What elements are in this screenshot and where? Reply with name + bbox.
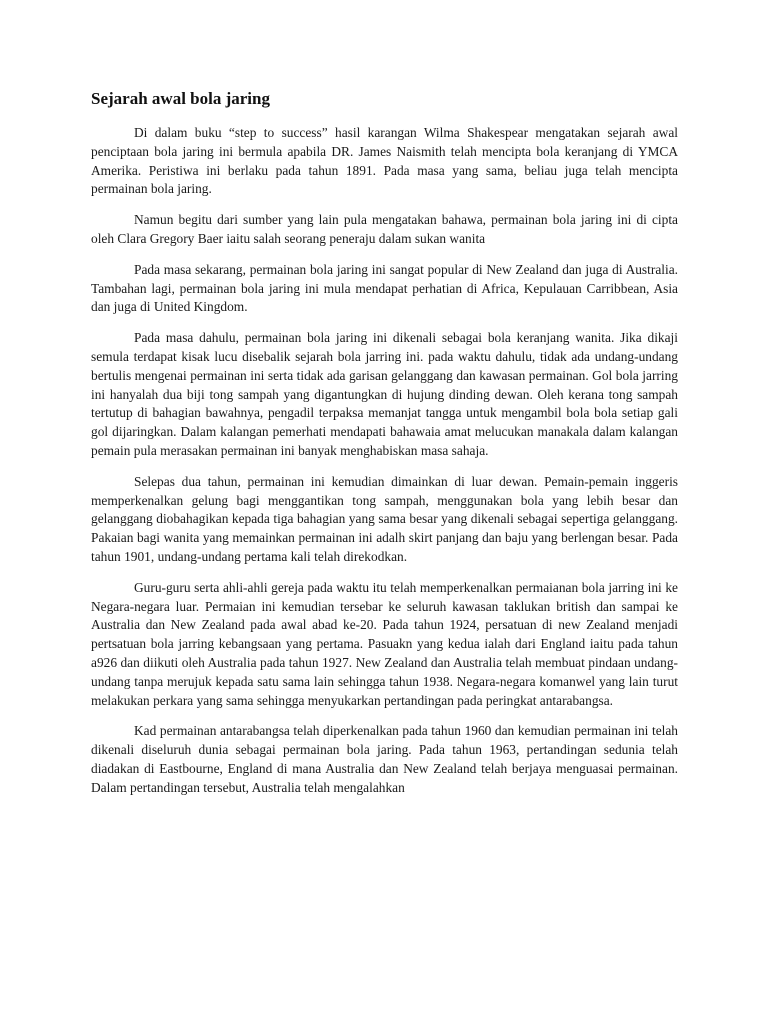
paragraph-clara-gregory-baer: Namun begitu dari sumber yang lain pula mengatakan bahawa, permainan bola jaring ini di cipta oleh Clara Gregory Baer iaitu salah seorang peneraju dalam sukan wanita: [91, 212, 678, 246]
paragraph-international-spread: Guru-guru serta ahli-ahli gereja pada waktu itu telah memperkenalkan permaianan bola jarring ini ke Negara-negara luar. Permaian ini kemudian tersebar ke seluruh kawasan taklukan british dan sampai ke Australia dan New Zealand pada awal abad ke-20. Pada tahun 1924, persatuan di new Zealand menjadi pertsatuan bola jarring kebangsaan yang pertama. Pasuakn yang kedua ialah dari England iaitu pada tahun a926 dan diikuti oleh Australia pada tahun 1927. New Zealand dan Australia telah membuat pindaan undang-undang tanpa merujuk kepada satu sama lain sehingga tahun 1938. Negara-negara komanwel yang lain turut melakukan perkara yang sama sehingga menyukarkan pertandingan pada peringkat antarabangsa.: [91, 579, 678, 708]
document-title: Sejarah awal bola jaring: [91, 89, 270, 108]
paragraph-international-rules: Kad permainan antarabangsa telah diperkenalkan pada tahun 1960 dan kemudian permainan ini telah dikenali diseluruh dunia sebagai permainan bola jaring. Pada tahun 1963, pertandingan sedunia telah diadakan di Eastbourne, England di mana Australia dan New Zealand telah berjaya menguasai permainan. Dalam pertandingan tersebut, Australia telah mengalahkan: [91, 723, 678, 795]
paragraph-early-history: Pada masa dahulu, permainan bola jaring ini dikenali sebagai bola keranjang wanita. Jika dikaji semula terdapat kisak lucu disebalik sejarah bola jarring ini. pada waktu dahulu, tidak ada undang-undang bertulis mengenai permainan ini serta tidak ada garisan gelanggang dan kawasan permainan. Gol bola jarring ini hanyalah dua biji tong sampah yang digantungkan di hujung dinding dewan. Oleh kerana tong sampah tertutup di bahagian bawahnya, pengadil terpaksa memanjat tangga untuk mengambil bola bola setiap gali gol dijaringkan. Dalam kalangan pemerhati mendapati bahawaia amat melucukan manakala dalam kalangan pemain pula merasakan permainan ini banyak menghabiskan masa sahaja.: [91, 330, 678, 458]
paragraph-popularity: Pada masa sekarang, permainan bola jaring ini sangat popular di New Zealand dan juga di Australia. Tambahan lagi, permainan bola jaring ini mula mendapat perhatian di Africa, Kepulauan Carribbean, Asia dan juga di United Kingdom.: [91, 261, 678, 315]
document-body: [91, 88, 678, 810]
paragraph-origin-naismith: Di dalam buku “step to success” hasil karangan Wilma Shakespear mengatakan sejarah awal penciptaan bola jaring ini bermula apabila DR. James Naismith telah mencipta bola keranjang di YMCA Amerika. Peristiwa ini berlaku pada tahun 1891. Pada masa yang sama, beliau juga telah mencipta permainan bola jaring.: [91, 125, 678, 197]
paragraph-outdoor-play: Selepas dua tahun, permainan ini kemudian dimainkan di luar dewan. Pemain-pemain inggeris memperkenalkan gelung bagi menggantikan tong sampah, menggunakan bola yang lebih besar dan gelanggang diobahagikan kepada tiga bahagian yang sama besar yang dikenali sebagai sepertiga gelanggang. Pakaian bagi wanita yang memainkan permainan ini adalh skirt panjang dan baju yang berlengan besar. Pada tahun 1901, undang-undang pertama kali telah direkodkan.: [91, 473, 678, 564]
